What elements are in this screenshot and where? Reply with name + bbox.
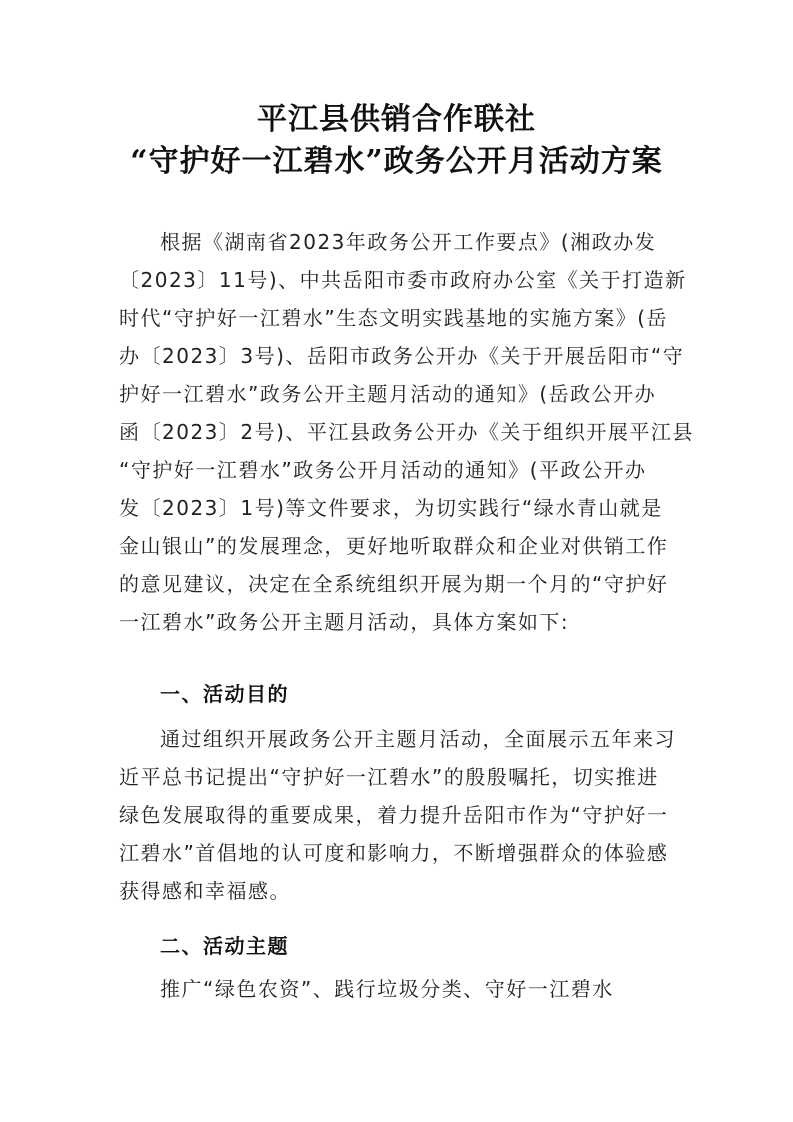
paragraph-line: 时代“守护好一江碧水”生态文明实践基地的实施方案》(岳: [119, 306, 669, 330]
paragraph-line: 〔2023〕11号)、中共岳阳市委市政府办公室《关于打造新: [119, 268, 687, 292]
paragraph-line: 江碧水”首倡地的认可度和影响力，不断增强群众的体验感: [119, 841, 669, 865]
paragraph-line: 近平总书记提出“守护好一江碧水”的殷殷嘱托，切实推进: [119, 765, 659, 789]
paragraph-line: “守护好一江碧水”政务公开月活动的通知》(平政公开办: [119, 458, 647, 482]
paragraph-line: 的意见建议，决定在全系统组织开展为期一个月的“守护好: [119, 572, 669, 596]
paragraph-line: 获得感和幸福感。: [119, 879, 291, 903]
paragraph-line: 函〔2023〕2号)、平江县政务公开办《关于组织开展平江县: [119, 420, 694, 444]
paragraph-line: 通过组织开展政务公开主题月活动，全面展示五年来习: [160, 727, 676, 751]
document-title-line-2: “守护好一江碧水”政务公开月活动方案: [130, 144, 663, 179]
paragraph-line: 一江碧水”政务公开主题月活动，具体方案如下:: [119, 610, 570, 634]
paragraph-line: 护好一江碧水”政务公开主题月活动的通知》(岳政公开办: [119, 382, 657, 406]
paragraph-line: 金山银山”的发展理念，更好地听取群众和企业对供销工作: [119, 534, 669, 558]
section-heading-theme: 二、活动主题: [160, 934, 289, 958]
paragraph-line: 办〔2023〕3号)、岳阳市政务公开办《关于开展岳阳市“守: [119, 344, 685, 368]
paragraph-line: 根据《湖南省2023年政务公开工作要点》(湘政办发: [160, 230, 657, 254]
section-heading-purpose: 一、活动目的: [160, 682, 289, 706]
paragraph-line: 推广“绿色农资”、践行垃圾分类、守好一江碧水: [160, 977, 614, 1001]
paragraph-line: 绿色发展取得的重要成果，着力提升岳阳市作为“守护好一: [119, 803, 669, 827]
paragraph-line: 发〔2023〕1号)等文件要求，为切实践行“绿水青山就是: [119, 496, 663, 520]
document-title-line-1: 平江县供销合作联社: [257, 102, 536, 137]
